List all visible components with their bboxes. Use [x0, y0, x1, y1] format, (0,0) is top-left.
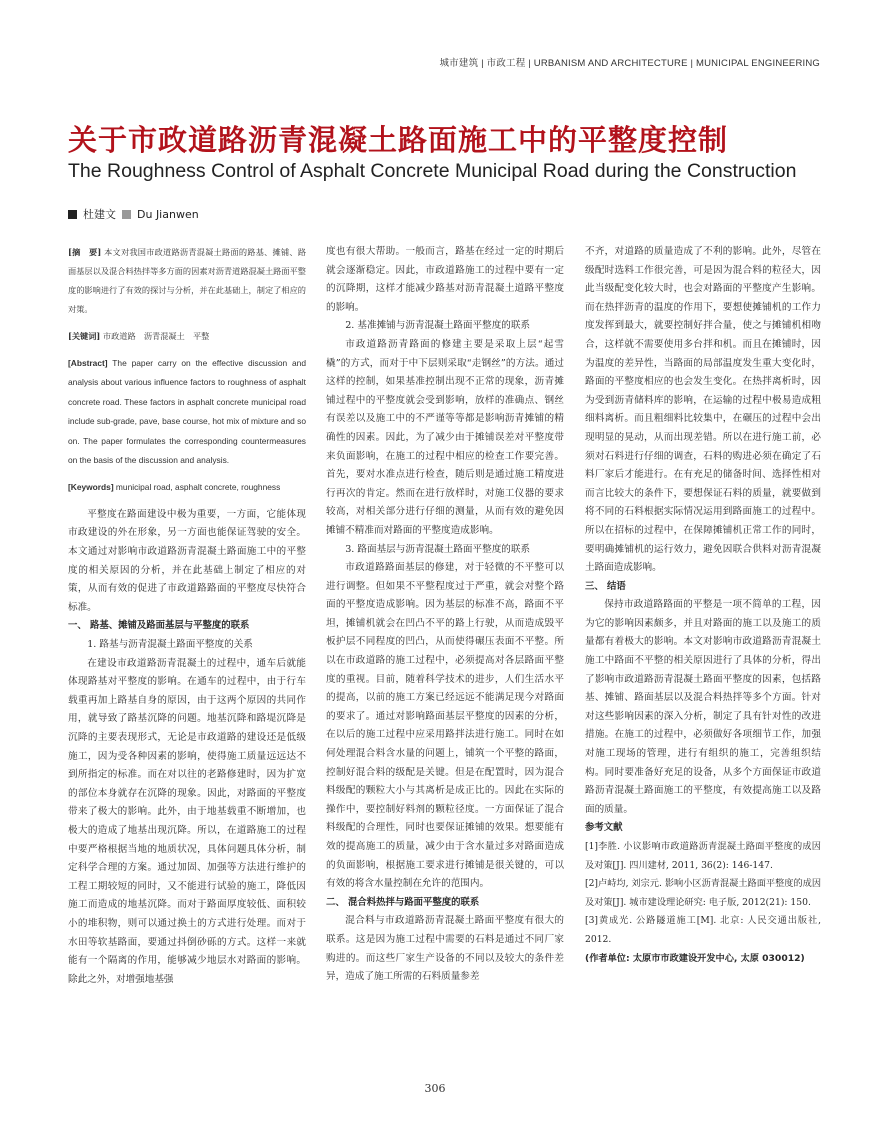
- square-bullet-icon: [122, 210, 131, 219]
- keywords-cn-label: [关键词]: [68, 331, 101, 341]
- text-column-1: [68, 243, 306, 989]
- abstract-cn-text: 本文对我国市政道路沥青混凝土路面的路基、摊铺、路面基层以及混合料热拌等多方面的因素对沥青道路混凝土路面平整度的影响进行了有效的探讨与分析，并在此基础上，制定了相应的对策。: [68, 247, 307, 314]
- references-heading: 参考文献: [585, 822, 623, 834]
- square-bullet-icon: [68, 210, 77, 219]
- section-heading: 二、 混合料热拌与路面平整度的联系: [326, 896, 480, 908]
- abstract-en-text: The paper carry on the effective discussion and analysis about various influence factors to roughness of asphalt concrete road. These factors in asphalt concrete municipal road include sub-grade, pave, base course, hot mix of mixture and so on. The paper formulates the corresponding countermeasures on the basis of the discussion and analysis.: [68, 358, 306, 466]
- subsection-heading: 2. 基准摊铺与沥青混凝土路面平整度的联系: [345, 320, 531, 332]
- page-number: 306: [424, 1082, 446, 1095]
- article-title-en: The Roughness Control of Asphalt Concrete Municipal Road during the Construction: [68, 160, 797, 182]
- body-paragraph: 保持市政道路路面的平整是一项不简单的工程，因为它的影响因素颇多，并且对路面的施工以及施工的质量都有着极大的影响。本文对影响市政道路沥青混凝土施工中路面不平整的相关原因进行了具体的分析，得出了影响市政道路沥青混凝土路面平整度的因素，包括路基、摊铺、路面基层以及混合料热拌等多个方面。针对对这些影响因素的深入分析，制定了具有针对性的改进措施。在施工的过程中，必须做好各项细节工作，加强对施工现场的管理，进行有组织的施工，完善组织结构。同时要准备好充足的设备，从多个方面保证市政道路沥青混凝土路面施工的平整度，有效提高施工以及路面的质量。: [585, 599, 821, 815]
- keywords-en-text: municipal road, asphalt concrete, roughness: [113, 482, 281, 493]
- reference-item: [3]黄成光. 公路隧道施工[M]. 北京: 人民交通出版社, 2012.: [585, 915, 821, 945]
- abstract-en-label: [Abstract]: [68, 358, 108, 368]
- keywords-cn: [68, 327, 306, 346]
- body-paragraph: 市政道路路面基层的修建，对于轻微的不平整可以进行调整。但如果不平整程度过于严重，就会对整个路面的平整度造成影响。因为基层的标准不高，路面不平坦，摊铺机就会在凹凸不平的路上行驶，从而造成毁平板护层不同程度的凹凸，从而使得碾压表面不平整。所以在市政道路的施工过程中，必须提高对各层路面平整度的重视。目前，随着科学技术的进步，人们生活水平的提高，以前的施工方案已经远远不能满足现今对路面的要求了。通过对影响路面基层平整度的因素的分析，在以后的施工过程中应采用路拌法进行施工。同时在如何处理混合料含水量的问题上，铺筑一个平整的路面，控制好混合料的级配是关键。但是在配置时，因为混合料级配的颗粒大小与其离析是成正比的。因此在实际的操作中，要控制好料剂的颗粒径度。一方面保证了混合料级配的合理性，同时也要保证摊铺的效果。想要能有效的提高施工的质量，减少由于含水量过多对路面造成的负面影响，根据施工要求进行摊铺是很关键的，可以有效的将含水量控制在允许的范围内。: [326, 562, 564, 890]
- text-column-3: [585, 243, 821, 968]
- section-heading: 三、 结语: [585, 580, 626, 592]
- author-name-en: Du Jianwen: [137, 207, 199, 221]
- keywords-en-label: [Keywords]: [68, 482, 114, 493]
- body-paragraph: 不齐，对道路的质量造成了不利的影响。此外，尽管在级配时选料工作很完善，可是因为混合料的粒径大，因此当级配变化较大时，也会对路面的平整度产生影响。而在热拌沥青的温度的作用下，要想使摊铺机的工作力度发挥到最大，就要控制好拌合量，使之与摊铺机相吻合，这样就不需要使用多台拌和机。而且在摊铺时，因为温度的差异性，当路面的局部温度发生重大变化时，路面的平整度相应的也会发生变化。在热拌离析时，因为受到沥青储料库的影响，在运输的过程中极易造成粗细料离析。而且粗细料比较集中，在碾压的过程中会出现明显的晃动，从而出现差错。所以在进行施工前，必须对石料进行仔细的调查，石料的购进必须在确定了石料厂家后才能进行。在有充足的储备时间、选择性相对而言比较大的条件下，要想保证石料的质量，就要做到将不同的石料根据实际情况运用到路面施工的过程中。所以在招标的过程中，在保障摊铺机正常工作的同时，要明确摊铺机的运行效力，避免因联合供料对沥青混凝土路面造成影响。: [585, 246, 821, 574]
- subsection-heading: 1. 路基与沥青混凝土路面平整度的关系: [87, 639, 253, 650]
- author-affiliation: (作者单位: 太原市市政建设开发中心, 太原 030012): [585, 952, 805, 964]
- abstract-cn-label: [摘 要]: [68, 247, 102, 257]
- body-paragraph: 在建设市政道路沥青混凝土的过程中，通车后就能体现路基对平整度的影响。在通车的过程中，由于行车载重再加上路基自身的原因，由于这两个原因的共同作用，就导致了路基沉降的问题。地基沉降和路堤沉降是沉降的主要表现形式，无论是市政道路的建设还是低级施工，因为受各种因素的影响，使得施工质量远远达不到所指定的标准。而在对以往的老路修建时，因为扩宽的部位本身就存在沉降的现象。因此，对路面的平整度带来了极大的影响。此外，由于地基载重不断增加，也极大的造成了地基出现沉降。所以，在道路施工的过程中要严格根据当地的地质状况，具体问题具体分析，制定科学合理的方案。通过加固、加强等方法进行维护的工程工期较短的同时，又不能进行试验的施工，降低因施工而造成的地基沉降。而对于路面厚度较低、面积较小的堆积物，则可以通过换土的方式进行处理。而对于水田等软基路面，要通过抖倒砂砾的方式。这样一来就能有一个隔离的作用，能够减少地层水对路面的影响。除此之外，对增强地基强: [68, 657, 306, 985]
- body-paragraph: 度也有很大帮助。一般而言，路基在经过一定的时期后就会逐渐稳定。因此，市政道路施工的过程中要有一定的沉降期，这样才能减少路基对沥青混凝土道路平整度的影响。: [326, 246, 564, 313]
- body-paragraph: 平整度在路面建设中极为重要，一方面，它能体现市政建设的外在形象，另一方面也能保证驾驶的安全。本文通过对影响市政道路沥青混凝土路面施工中的平整度的相关原因的分析，并在此基础上制定了相应的对策，从而有效的促进了市政道路路面的平整度尽快符合标准。: [68, 508, 306, 613]
- text-column-2: [326, 243, 564, 987]
- abstract-en: [68, 354, 306, 470]
- keywords-cn-text: 市政道路 沥青混凝土 平整: [100, 331, 210, 341]
- section-heading: 一、 路基、摊铺及路面基层与平整度的联系: [68, 620, 250, 632]
- body-paragraph: 混合料与市政道路沥青混凝土路面平整度有很大的联系。这是因为施工过程中需要的石料是通过不同厂家购进的。而这些厂家生产设备的不同以及较大的条件差异，造成了施工所需的石料质量参差: [326, 915, 564, 983]
- author-line: [68, 206, 199, 222]
- reference-item: [2]卢峙均, 刘宗元. 影响小区沥青混凝土路面平整度的成因及对策[J]. 城市建设理论研究: 电子版, 2012(21): 150.: [585, 878, 822, 908]
- body-paragraph: 市政道路沥青路面的修建主要是采取上层“起雪橇”的方式，而对于中下层则采取“走钢丝”的方法。通过这样的控制，如果基准控制出现不正常的现象，沥青摊铺过程中的平整度就会受到影响，放样的准确点、钢丝有误差以及施工中的不严谨等等都是影响沥青摊铺的精确性的因素。因此，为了减少由于摊铺误差对平整度带来负面影响，在施工的过程中相应的检查工作要完善。首先，要对水准点进行检查，随后则是通过施工精度进行再次的肯定。然而在进行放样时，对施工仪器的要求较高，对相关部分进行仔细的测量，从而有效的避免因摊铺不精准而对路面的平整度造成影响。: [326, 338, 564, 536]
- keywords-en: [68, 478, 306, 497]
- abstract-cn: [68, 243, 306, 319]
- reference-item: [1]李胜. 小议影响市政道路沥青混凝土路面平整度的成因及对策[J]. 四川建材, 2011, 36(2): 146-147.: [585, 841, 821, 871]
- article-title-cn: 关于市政道路沥青混凝土路面施工中的平整度控制: [68, 123, 729, 157]
- author-name-cn: 杜建文: [83, 208, 116, 221]
- subsection-heading: 3. 路面基层与沥青混凝土路面平整度的联系: [345, 543, 531, 555]
- running-header: 城市建筑 | 市政工程 | URBANISM AND ARCHITECTURE | MUNICIPAL ENGINEERING: [439, 58, 820, 69]
